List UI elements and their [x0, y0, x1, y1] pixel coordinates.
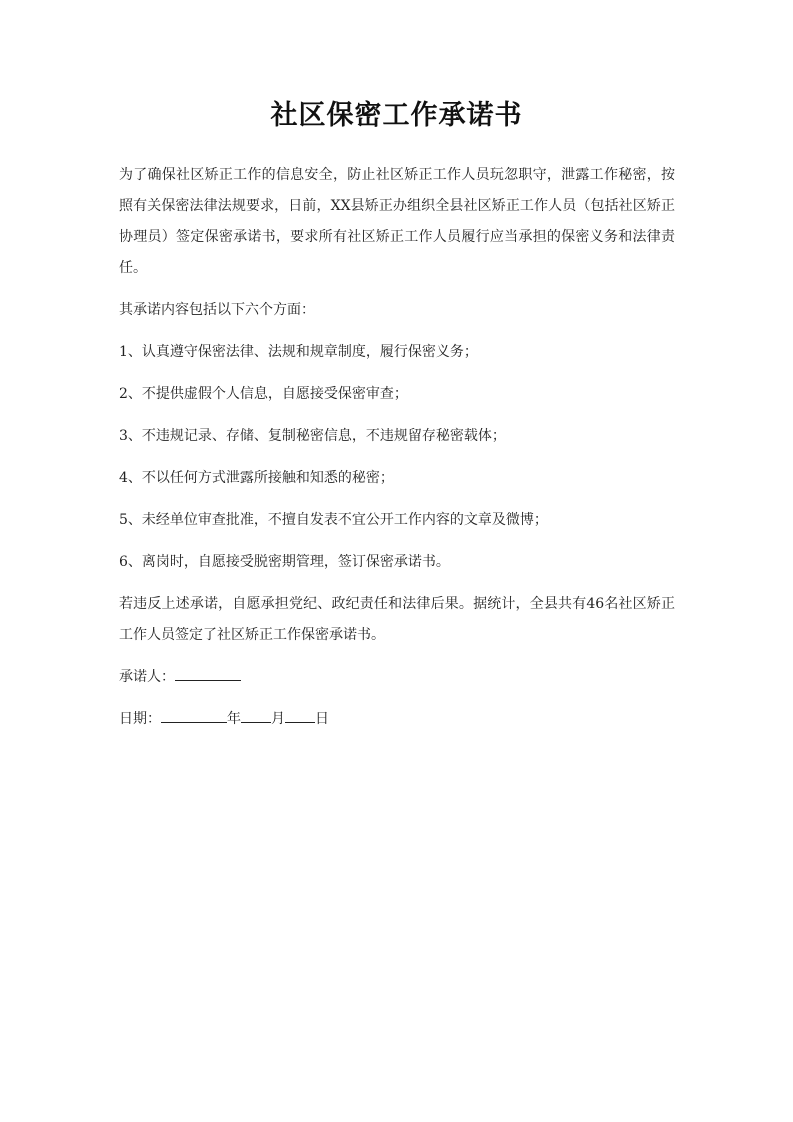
commitment-item: 6、离岗时，自愿接受脱密期管理，签订保密承诺书。 [119, 554, 450, 570]
document-body [119, 160, 675, 746]
document-title: 社区保密工作承诺书 [270, 100, 523, 131]
day-blank[interactable] [285, 706, 315, 723]
lead-paragraph: 其承诺内容包括以下六个方面： [119, 302, 315, 318]
month-blank[interactable] [241, 706, 271, 723]
year-blank[interactable] [161, 706, 227, 723]
commitment-item: 2、不提供虚假个人信息，自愿接受保密审查； [119, 386, 408, 402]
signer-line [119, 662, 675, 693]
closing-paragraph: 若违反上述承诺，自愿承担党纪、政纪责任和法律后果。据统计，全县共有46名社区矫正工作人员签定了社区矫正工作保密承诺书。 [119, 596, 675, 643]
commitment-item: 5、未经单位审查批准，不擅自发表不宜公开工作内容的文章及微博； [119, 512, 548, 528]
commitment-item: 4、不以任何方式泄露所接触和知悉的秘密； [119, 470, 394, 486]
signer-blank[interactable] [175, 664, 241, 681]
signer-label: 承诺人： [119, 669, 175, 685]
date-label: 日期： [119, 711, 161, 727]
month-label: 月 [271, 711, 285, 727]
year-label: 年 [227, 711, 241, 727]
day-label: 日 [315, 711, 329, 727]
date-line [119, 704, 675, 735]
commitment-item: 1、认真遵守保密法律、法规和规章制度，履行保密义务； [119, 344, 478, 360]
intro-paragraph: 为了确保社区矫正工作的信息安全，防止社区矫正工作人员玩忽职守，泄露工作秘密，按照有关保密法律法规要求，日前，XX县矫正办组织全县社区矫正工作人员（包括社区矫正协理员）签定保密承诺书，要求所有社区矫正工作人员履行应当承担的保密义务和法律责任。 [119, 167, 675, 276]
commitment-item: 3、不违规记录、存储、复制秘密信息，不违规留存秘密载体； [119, 428, 506, 444]
